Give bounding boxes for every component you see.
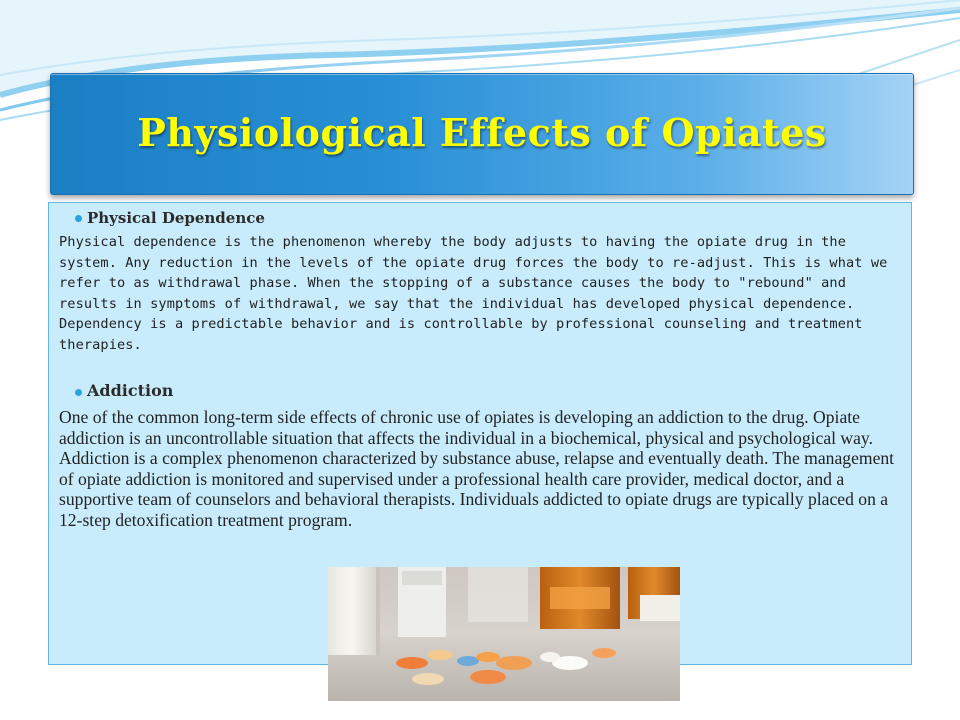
section-heading-addiction: Addiction — [87, 381, 174, 400]
section-heading-physical-dependence: Physical Dependence — [87, 209, 265, 227]
pills-photo — [328, 567, 680, 701]
bullet-dot-icon — [75, 215, 82, 222]
section-body-physical-dependence: Physical dependence is the phenomenon whereby the body adjusts to having the opiate drug in the system. Any reduction in the levels of the opiate drug forces the body to re-adjust. This is what we refer to as withdrawal phase. When the stopping of a substance causes the body to "rebound" and results in symptoms of withdrawal, we say that the individual has developed physical dependence. Dependency is a predictable behavior and is controllable by professional counseling and treatment therapies. — [59, 234, 888, 353]
section-body-addiction: One of the common long-term side effects of chronic use of opiates is developing an addiction to the drug. Opiate addiction is an uncontrollable situation that affects the individual in a biochemical, physical and psychological way. Addiction is a complex phenomenon characterized by substance abuse, relapse and eventually death. The management of opiate addiction is monitored and supervised under a professional health care provider, medical doctor, and a supportive team of counselors and behavioral therapists. Individuals addicted to opiate drugs are typically placed on a 12-step detoxification treatment program. — [59, 407, 895, 530]
title-banner — [50, 73, 914, 195]
pills-photo-illustration — [328, 567, 680, 701]
slide-title: Physiological Effects of Opiates — [137, 110, 827, 155]
bullet-dot-icon — [75, 389, 82, 396]
